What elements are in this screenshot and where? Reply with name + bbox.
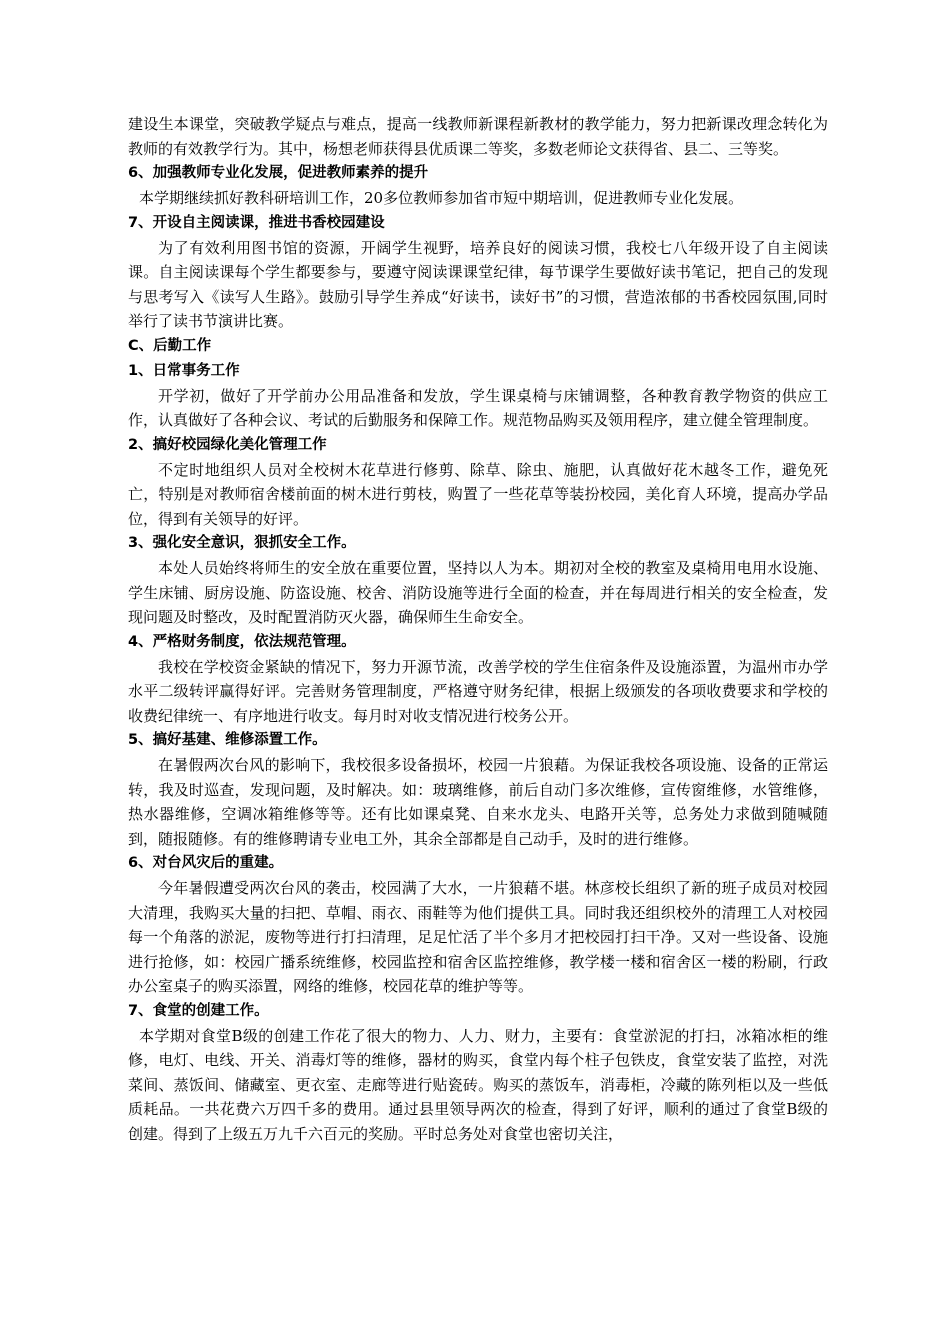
heading-canteen: 7、食堂的创建工作。 [128, 1002, 269, 1019]
document-page [128, 112, 828, 1146]
paragraph-greening: 不定时地组织人员对全校树木花草进行修剪、除草、除虫、施肥，认真做好花木越冬工作，避免死亡，特别是对教师宿舍楼前面的树木进行剪枝，购置了一些花草等装扮校园，美化育人环境，提高办学品位，得到有关领导的好评。 [128, 460, 828, 528]
paragraph-canteen: 本学期对食堂B级的创建工作花了很大的物力、人力、财力，主要有：食堂淤泥的打扫，冰箱冰柜的维修，电灯、电线、开关、消毒灯等的维修，器材的购买，食堂内每个柱子包铁皮，食堂安装了监控，对洗菜间、蒸饭间、储藏室、更衣室、走廊等进行贴瓷砖。购买的蒸饭车，消毒柜，冷藏的陈列柜以及一些低质耗品。一共花费六万四千多的费用。通过县里领导两次的检查，得到了好评，顺利的通过了食堂B级的创建。得到了上级五万九千六百元的奖励。平时总务处对食堂也密切关注， [128, 1026, 828, 1143]
heading-daily-affairs: 1、日常事务工作 [128, 362, 240, 379]
paragraph-reading-course: 为了有效利用图书馆的资源，开阔学生视野，培养良好的阅读习惯，我校七八年级开设了自主阅读课。自主阅读课每个学生都要参与，要遵守阅读课课堂纪律，每节课学生要做好读书笔记，把自己的发现与思考写入《读写人生路》。鼓励引导学生养成“好读书，读好书”的习惯，营造浓郁的书香校园氛围,同时举行了读书节演讲比赛。 [128, 238, 828, 330]
heading-greening: 2、搞好校园绿化美化管理工作 [128, 436, 327, 453]
paragraph-maintenance: 在暑假两次台风的影响下，我校很多设备损坏，校园一片狼藉。为保证我校各项设施、设备的正常运转，我及时巡查，发现问题，及时解决。如：玻璃维修，前后自动门多次维修，宣传窗维修，水管维修，热水器维修，空调冰箱维修等等。还有比如课桌凳、自来水龙头、电路开关等，总务处力求做到随喊随到，随报随修。有的维修聘请专业电工外，其余全部都是自己动手，及时的进行维修。 [128, 756, 828, 848]
heading-maintenance: 5、搞好基建、维修添置工作。 [128, 732, 327, 748]
heading-logistics: C、后勤工作 [128, 337, 212, 354]
heading-typhoon-rebuild: 6、对台风灾后的重建。 [128, 855, 284, 871]
paragraph-typhoon-rebuild: 今年暑假遭受两次台风的袭击，校园满了大水，一片狼藉不堪。林彦校长组织了新的班子成员对校园大清理，我购买大量的扫把、草帽、雨衣、雨鞋等为他们提供工具。同时我还组织校外的清理工人对校园每一个角落的淤泥，废物等进行打扫清理，足足忙活了半个多月才把校园打扫干净。又对一些设备、设施进行抢修，如：校园广播系统维修，校园监控和宿舍区监控维修，教学楼一楼和宿舍区一楼的粉刷，行政办公室桌子的购买添置，网络的维修，校园花草的维护等等。 [128, 879, 828, 995]
paragraph-teacher-training: 本学期继续抓好教科研培训工作，20多位教师参加省市短中期培训，促进教师专业化发展。 [139, 189, 744, 207]
paragraph-daily-affairs: 开学初，做好了开学前办公用品准备和发放，学生课桌椅与床铺调整，各种教育教学物资的供应工作，认真做好了各种会议、考试的后勤服务和保障工作。规范物品购买及领用程序，建立健全管理制度。 [128, 386, 828, 429]
heading-safety: 3、强化安全意识，狠抓安全工作。 [128, 535, 356, 551]
paragraph-safety: 本处人员始终将师生的安全放在重要位置，坚持以人为本。期初对全校的教室及桌椅用电用水设施、学生床铺、厨房设施、防盗设施、校舍、消防设施等进行全面的检查，并在每周进行相关的安全检查，发现问题及时整改，及时配置消防灭火器，确保师生生命安全。 [128, 559, 828, 626]
paragraph-finance: 我校在学校资金紧缺的情况下，努力开源节流，改善学校的学生住宿条件及设施添置，为温州市办学水平二级转评赢得好评。完善财务管理制度，严格遵守财务纪律，根据上级颁发的各项收费要求和学校的收费纪律统一、有序地进行收支。每月时对收支情况进行校务公开。 [128, 657, 828, 725]
paragraph-lesson-plan: 建设生本课堂，突破教学疑点与难点，提高一线教师新课程新教材的教学能力，努力把新课改理念转化为教师的有效教学行为。其中，杨想老师获得县优质课二等奖，多数老师论文获得省、县二、三等奖。 [128, 115, 828, 158]
heading-teacher-development: 6、加强教师专业化发展，促进教师素养的提升 [128, 165, 429, 181]
heading-reading-course: 7、开设自主阅读课，推进书香校园建设 [128, 214, 385, 231]
heading-finance: 4、严格财务制度，依法规范管理。 [128, 633, 356, 650]
